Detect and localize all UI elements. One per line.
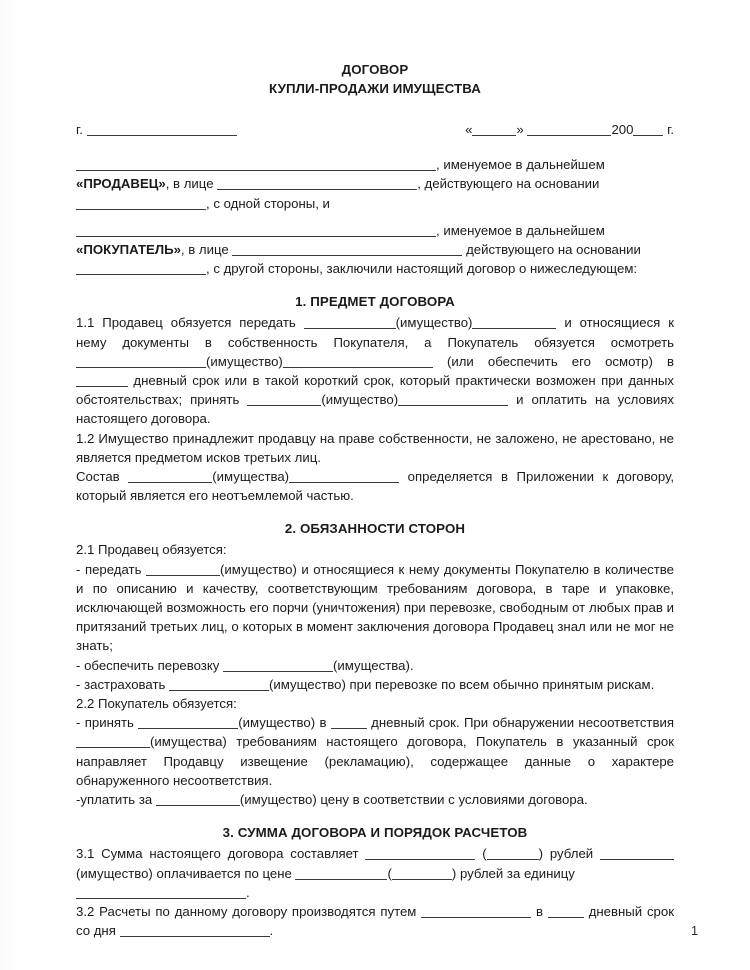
clause-2-1-bullet-2 bbox=[76, 656, 674, 675]
clause-1-1-text-b: (имущество) bbox=[395, 315, 473, 331]
document-title-line-1: ДОГОВОР bbox=[341, 62, 409, 77]
year-suffix: г. bbox=[667, 122, 674, 137]
buyer-acting-basis-label: действующего на основании bbox=[466, 242, 641, 258]
buyer-basis-blank[interactable] bbox=[76, 263, 206, 275]
clause-1-3 bbox=[76, 467, 674, 505]
document-body bbox=[76, 60, 674, 940]
clause-3-1-text-b: (имущество) оплачивается по цене bbox=[76, 865, 292, 881]
clause-2-2: 2.2 Покупатель обязуется: bbox=[76, 696, 237, 712]
clause-2-2-bullet-2 bbox=[76, 790, 674, 809]
bullet-4-blank-1[interactable] bbox=[138, 717, 238, 729]
bullet-4-text-a: принять bbox=[84, 715, 134, 731]
preamble-buyer-basis-line bbox=[76, 259, 674, 278]
clause-1-1-text-e: (или обеспечить его осмотр) в bbox=[446, 353, 675, 369]
clause-3-1-price-words-blank[interactable] bbox=[392, 868, 452, 880]
clause-1-3-text-c: определяется в Приложении к договору, который является его неотъемлемой частью. bbox=[76, 469, 675, 504]
clause-1-1-text-d: (имущество) bbox=[206, 353, 283, 369]
clause-3-1-paren-open-2: ( bbox=[387, 865, 392, 881]
clause-3-1-rub: рублей bbox=[549, 846, 594, 862]
bullet-4-text-d: (имущества) требованиям настоящего договора, Покупатель в указанный срок направляет Продавцу извещение (рекламацию), содержащее данные о характере обнаруженного несоответствия. bbox=[76, 734, 674, 788]
clause-1-1-text-c: и относящиеся к нему документы в собственность Покупателя, а Покупатель обязуется осмотреть bbox=[76, 315, 674, 350]
bullet-1-blank[interactable] bbox=[146, 564, 220, 576]
seller-basis-blank[interactable] bbox=[76, 198, 206, 210]
clause-3-2-text-c: дневный срок со дня bbox=[76, 903, 674, 939]
clause-3-1-paren-close-2: ) bbox=[451, 865, 457, 881]
other-side-label: , с другой стороны, заключили настоящий договор о нижеследующем: bbox=[206, 261, 638, 277]
clause-2-2-bullet-1 bbox=[76, 713, 674, 790]
bullet-3-text-a: застраховать bbox=[84, 676, 166, 692]
bullet-5-text-b: (имущество) цену в соответствии с условиями договора. bbox=[239, 792, 588, 808]
date-field-group bbox=[465, 120, 674, 139]
document-title bbox=[76, 60, 674, 98]
preamble-line4-tail: , именуемое в дальнейшем bbox=[436, 222, 605, 238]
clause-3-1-tail bbox=[76, 883, 674, 902]
clause-3-2-text-b: в bbox=[536, 903, 544, 919]
bullet-5-blank[interactable] bbox=[156, 794, 240, 806]
clause-2-1: 2.1 Продавец обязуется: bbox=[76, 542, 227, 558]
spacer bbox=[76, 213, 674, 221]
clause-3-1 bbox=[76, 844, 674, 882]
clause-1-1-blank-1[interactable] bbox=[304, 317, 396, 329]
section-1-heading: 1. ПРЕДМЕТ ДОГОВОРА bbox=[295, 294, 455, 310]
seller-representative-blank[interactable] bbox=[217, 178, 417, 190]
preamble-buyer-entity-line bbox=[76, 221, 674, 240]
clause-3-2-from-date-blank[interactable] bbox=[120, 925, 270, 937]
bullet-dash-3: - bbox=[76, 676, 81, 692]
page-number: 1 bbox=[690, 924, 698, 938]
seller-party-label: «ПРОДАВЕЦ» bbox=[76, 176, 166, 192]
bullet-3-text-b: (имущество) при перевозке по всем обычно принятым рискам. bbox=[269, 676, 655, 692]
clause-1-2: 1.2 Имущество принадлежит продавцу на праве собственности, не заложено, не арестовано, не является предметом исков третьих лиц. bbox=[76, 430, 674, 465]
bullet-dash-1: - bbox=[76, 561, 81, 577]
bullet-2-blank[interactable] bbox=[223, 660, 333, 672]
month-blank[interactable] bbox=[527, 124, 611, 136]
document-title-line-2: КУПЛИ-ПРОДАЖИ ИМУЩЕСТВА bbox=[269, 81, 481, 96]
clause-1-1-blank-3[interactable] bbox=[76, 356, 206, 368]
bullet-4-text-b: (имущество) в bbox=[238, 715, 327, 731]
clause-3-1-rub-2: рублей за единицу bbox=[459, 865, 575, 881]
clause-3-1-amount-words-blank[interactable] bbox=[487, 848, 539, 860]
clause-3-1-amount-blank[interactable] bbox=[365, 848, 475, 860]
seller-entity-blank[interactable] bbox=[76, 159, 436, 171]
clause-3-2-text-a: 3.2 Расчеты по данному договору производятся путем bbox=[76, 903, 417, 919]
section-2-heading: 2. ОБЯЗАННОСТИ СТОРОН bbox=[284, 521, 466, 537]
section-3-heading: 3. СУММА ДОГОВОРА И ПОРЯДОК РАСЧЕТОВ bbox=[222, 825, 528, 841]
year-prefix: 200 bbox=[611, 122, 634, 137]
preamble-seller-basis-line bbox=[76, 194, 674, 213]
clause-3-1-unit-name-blank[interactable] bbox=[76, 887, 246, 899]
day-quote-close: » bbox=[516, 122, 524, 137]
clause-3-2 bbox=[76, 902, 674, 940]
bullet-dash-2: - bbox=[76, 657, 81, 673]
city-label: г. bbox=[76, 122, 83, 137]
buyer-in-person-label: , в лице bbox=[180, 242, 229, 258]
clause-3-1-price-blank[interactable] bbox=[295, 868, 387, 880]
bullet-4-blank-2[interactable] bbox=[331, 717, 367, 729]
city-field-group bbox=[76, 120, 237, 139]
bullet-1-text-a: передать bbox=[84, 561, 142, 577]
clause-1-1-text-g: (имущество) bbox=[321, 392, 399, 408]
buyer-entity-blank[interactable] bbox=[76, 225, 436, 237]
bullet-2-text-a: обеспечить перевозку bbox=[84, 657, 220, 673]
bullet-1-text-b: (имущество) и относящиеся к нему документы Покупателю в количестве и по описанию и качеству, соответствующим требованиям договора, в таре и упаковке, исключающей возможность его порчи (уничтожения) при перевозке, свободным от любых прав и притязаний третьих лиц, о которых в момент заключения договора Продавец знал или не мог не знать; bbox=[76, 561, 674, 654]
clause-1-1-blank-2[interactable] bbox=[472, 317, 556, 329]
clause-1-3-text-b: (имущества) bbox=[212, 469, 290, 485]
clause-1-1-blank-7[interactable] bbox=[398, 394, 508, 406]
bullet-4-text-c: дневный срок. При обнаружении несоответствия bbox=[371, 715, 674, 731]
city-blank[interactable] bbox=[87, 124, 237, 136]
bullet-dash-4: - bbox=[76, 715, 81, 731]
buyer-party-label: «ПОКУПАТЕЛЬ» bbox=[76, 242, 181, 258]
preamble-seller-entity-line bbox=[76, 155, 674, 174]
clause-1-3-text-a: Состав bbox=[76, 469, 120, 485]
bullet-4-blank-3[interactable] bbox=[76, 736, 150, 748]
clause-1-1-blank-4[interactable] bbox=[283, 356, 433, 368]
clause-3-1-text-a: 3.1 Сумма настоящего договора составляет bbox=[76, 846, 359, 862]
clause-3-1-unit-blank[interactable] bbox=[600, 848, 674, 860]
buyer-representative-blank[interactable] bbox=[232, 244, 462, 256]
city-date-row bbox=[76, 120, 674, 139]
day-quote-open: « bbox=[465, 122, 473, 137]
clause-3-1-paren-open: ( bbox=[482, 846, 487, 862]
preamble-buyer-representative-line bbox=[76, 240, 674, 259]
seller-in-person-label: , в лице bbox=[165, 176, 214, 192]
clause-3-2-method-blank[interactable] bbox=[421, 906, 531, 918]
one-side-label: , с одной стороны, и bbox=[206, 195, 330, 211]
spacer bbox=[76, 139, 674, 155]
bullet-2-text-b: (имущества). bbox=[333, 657, 414, 673]
bullet-5-text-a: -уплатить за bbox=[76, 792, 153, 808]
bullet-3-blank[interactable] bbox=[169, 679, 269, 691]
clause-1-1 bbox=[76, 313, 674, 428]
clause-3-2-period: . bbox=[269, 923, 274, 939]
clause-3-2-days-blank[interactable] bbox=[548, 906, 584, 918]
clause-1-1-text-f: дневный срок или в такой короткий срок, который практически возможен при данных обстоятельствах; принять bbox=[76, 373, 674, 408]
clause-1-1-blank-6[interactable] bbox=[247, 394, 321, 406]
preamble-seller-representative-line bbox=[76, 174, 674, 193]
clause-3-1-period: . bbox=[246, 884, 250, 900]
clause-2-1-bullet-3 bbox=[76, 675, 674, 694]
clause-2-1-bullet-1 bbox=[76, 560, 674, 656]
clause-3-1-paren-close: ) bbox=[538, 846, 544, 862]
preamble-line1-tail: , именуемое в дальнейшем bbox=[436, 157, 605, 173]
clause-1-1-text-h: и оплатить на условиях настоящего договора. bbox=[76, 392, 674, 427]
clause-1-1-blank-5[interactable] bbox=[76, 375, 128, 387]
seller-acting-basis-label: , действующего на основании bbox=[417, 176, 600, 192]
clause-1-1-text-a: 1.1 Продавец обязуется передать bbox=[76, 315, 296, 331]
day-blank[interactable] bbox=[472, 124, 516, 136]
year-blank[interactable] bbox=[633, 124, 663, 136]
clause-1-3-blank-2[interactable] bbox=[289, 471, 399, 483]
clause-1-3-blank-1[interactable] bbox=[128, 471, 212, 483]
